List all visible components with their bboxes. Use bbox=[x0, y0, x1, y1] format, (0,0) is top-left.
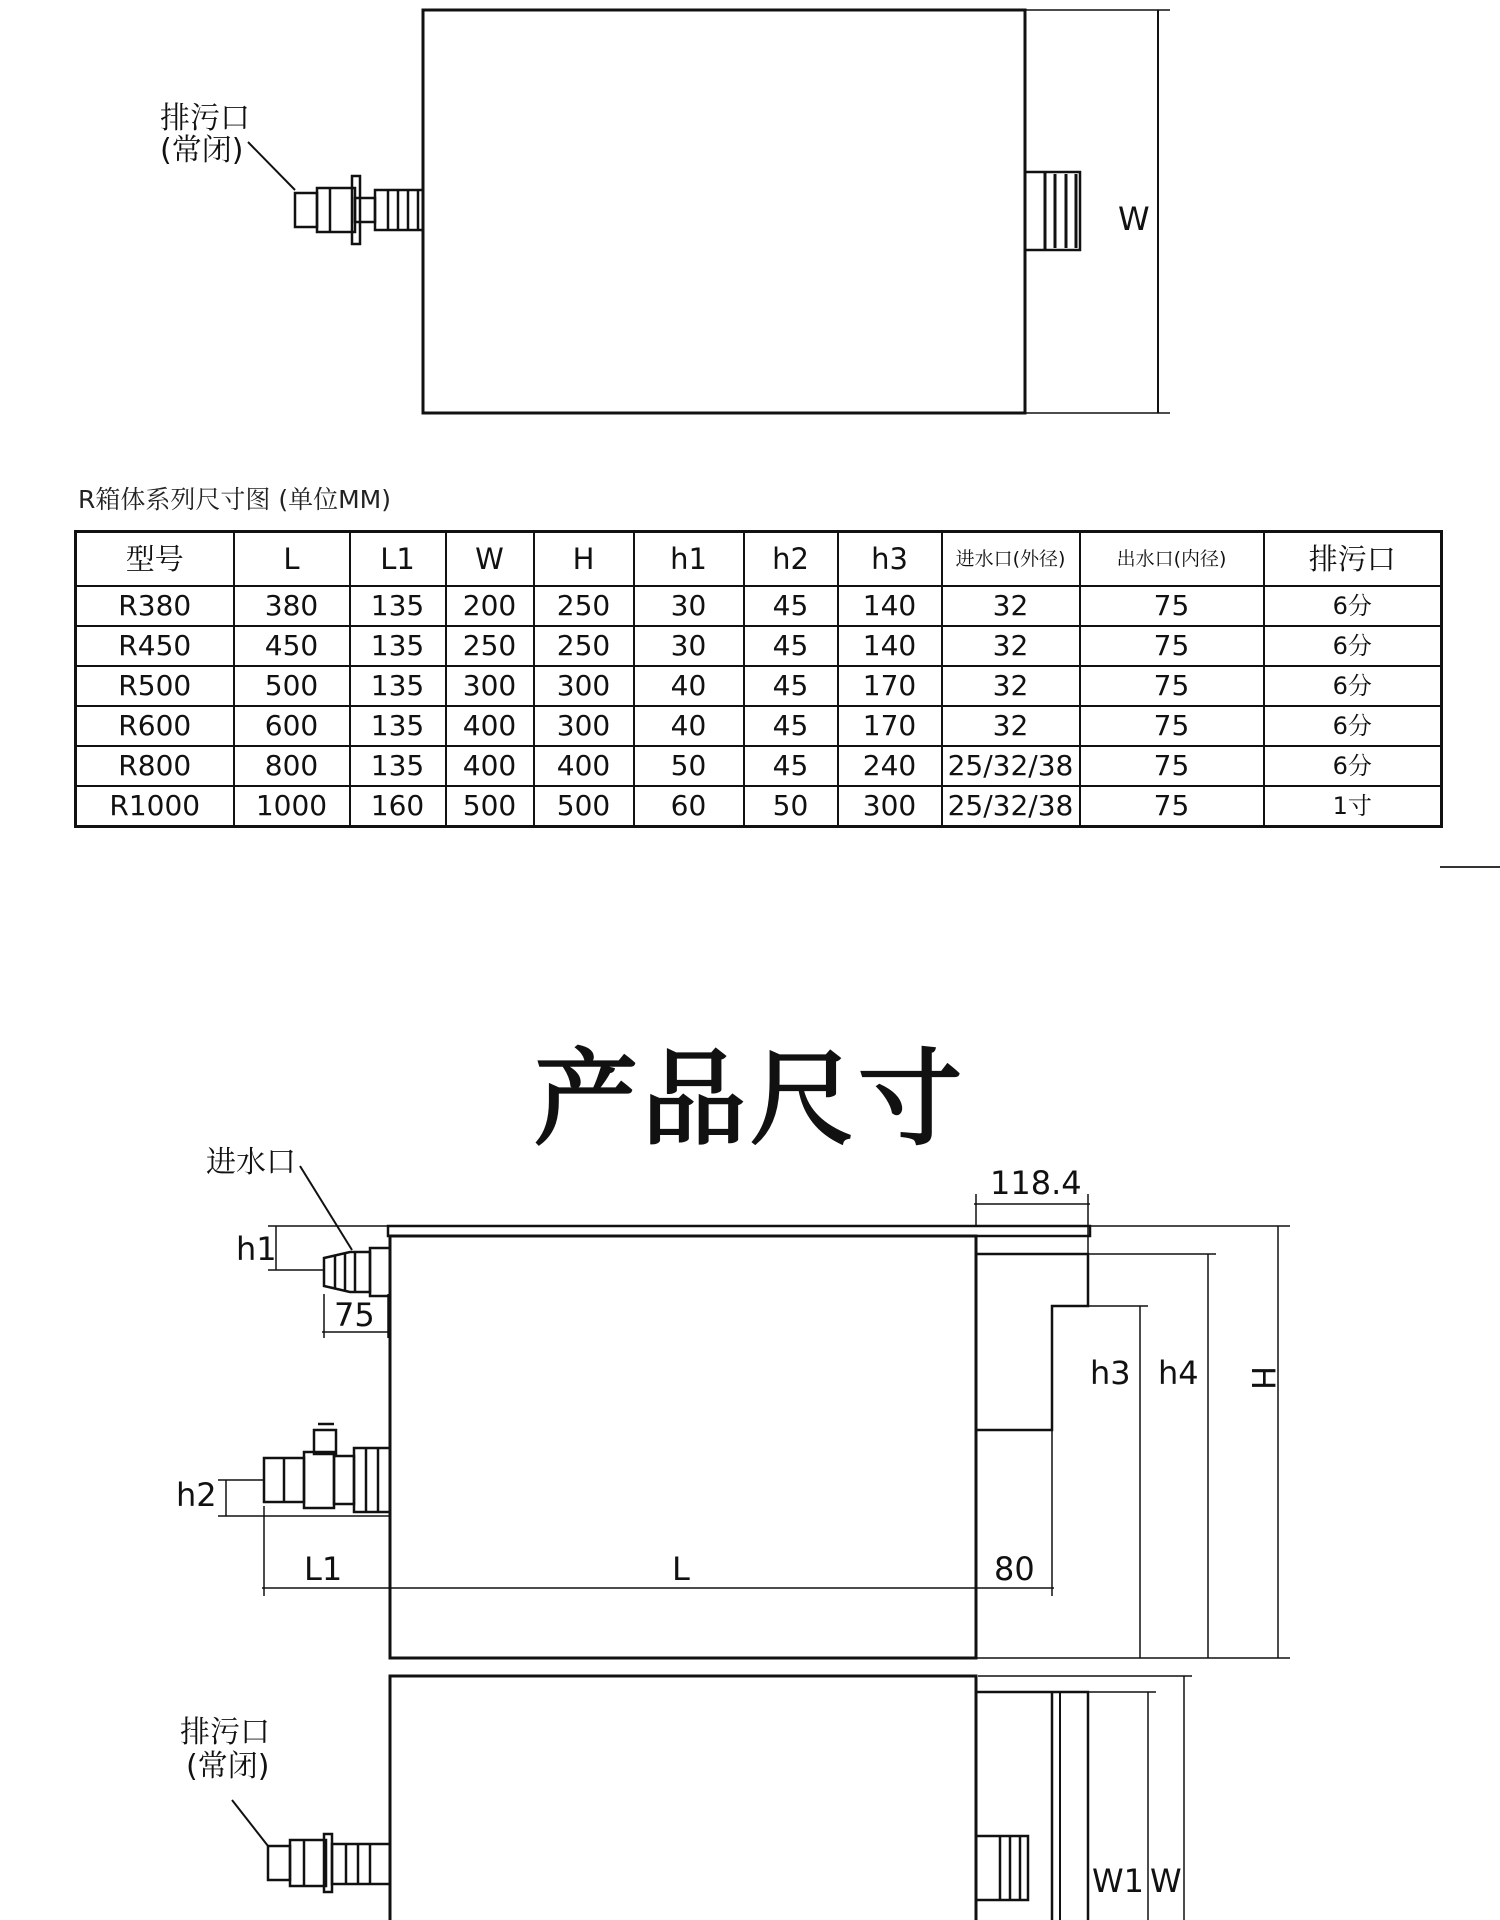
table-cell: 300 bbox=[534, 706, 634, 746]
table-row bbox=[76, 626, 1442, 666]
table-cell: 400 bbox=[446, 706, 534, 746]
table-cell: 135 bbox=[350, 586, 446, 626]
inlet-nozzle-icon bbox=[300, 1166, 390, 1296]
dim-L1-label: L1 bbox=[304, 1550, 343, 1588]
outlet-box bbox=[976, 1254, 1088, 1430]
table-cell: 45 bbox=[744, 706, 838, 746]
table-row bbox=[76, 586, 1442, 626]
table-cell: 500 bbox=[534, 786, 634, 827]
header-outlet: 出水口(内径) bbox=[1080, 532, 1264, 587]
header-L: L bbox=[234, 532, 350, 587]
table-cell: 75 bbox=[1080, 626, 1264, 666]
table-cell: 500 bbox=[234, 666, 350, 706]
table-cell: 45 bbox=[744, 666, 838, 706]
tank-top-outline bbox=[423, 10, 1025, 413]
top-view-drawing bbox=[0, 0, 1500, 440]
table-row bbox=[76, 786, 1442, 827]
table-cell: 450 bbox=[234, 626, 350, 666]
header-h2: h2 bbox=[744, 532, 838, 587]
dim-h1-label: h1 bbox=[236, 1230, 277, 1268]
table-cell: 50 bbox=[744, 786, 838, 827]
table-row bbox=[76, 666, 1442, 706]
table-header-row bbox=[76, 532, 1442, 587]
table-cell: R380 bbox=[76, 586, 234, 626]
table-cell: 380 bbox=[234, 586, 350, 626]
table-cell: 135 bbox=[350, 706, 446, 746]
table-cell: 400 bbox=[534, 746, 634, 786]
spec-table bbox=[74, 530, 1443, 828]
outlet-pipe-icon bbox=[976, 1836, 1028, 1900]
table-cell: 32 bbox=[942, 586, 1080, 626]
table-cell: 800 bbox=[234, 746, 350, 786]
section-title: 产品尺寸 bbox=[533, 1038, 966, 1160]
side-view-drawing bbox=[0, 1140, 1500, 1620]
table-cell: 300 bbox=[838, 786, 942, 827]
outlet-pipe-icon bbox=[1025, 172, 1080, 250]
table-cell: 6分 bbox=[1264, 706, 1442, 746]
table-cell: 140 bbox=[838, 626, 942, 666]
drain-valve-icon bbox=[248, 142, 423, 244]
dim-W1-label: W1 bbox=[1092, 1862, 1144, 1900]
dim-80-label: 80 bbox=[994, 1550, 1035, 1588]
table-cell: 60 bbox=[634, 786, 744, 827]
header-h1: h1 bbox=[634, 532, 744, 587]
table-cell: 25/32/38 bbox=[942, 786, 1080, 827]
table-cell: 250 bbox=[534, 586, 634, 626]
table-cell: 240 bbox=[838, 746, 942, 786]
header-W: W bbox=[446, 532, 534, 587]
inlet-label: 进水口 bbox=[206, 1145, 296, 1180]
dim-W-label: W bbox=[1150, 1862, 1182, 1900]
dim-h4-label: h4 bbox=[1158, 1354, 1199, 1392]
tank-bottom-outline bbox=[390, 1676, 976, 1920]
table-cell: 40 bbox=[634, 706, 744, 746]
table-cell: 75 bbox=[1080, 586, 1264, 626]
table-cell: 6分 bbox=[1264, 626, 1442, 666]
table-cell: 32 bbox=[942, 666, 1080, 706]
drain-valve-icon bbox=[264, 1424, 390, 1512]
dim-H-label: H bbox=[1244, 1366, 1282, 1391]
table-cell: 170 bbox=[838, 706, 942, 746]
table-cell: 75 bbox=[1080, 746, 1264, 786]
table-cell: 32 bbox=[942, 706, 1080, 746]
table-cell: 135 bbox=[350, 626, 446, 666]
dim-118-label: 118.4 bbox=[990, 1164, 1082, 1202]
table-row bbox=[76, 706, 1442, 746]
table-cell: 135 bbox=[350, 666, 446, 706]
dim-h3-label: h3 bbox=[1090, 1354, 1131, 1392]
table-cell: 30 bbox=[634, 626, 744, 666]
drain-label-line2: (常闭) bbox=[186, 1749, 270, 1784]
table-cell: R800 bbox=[76, 746, 234, 786]
table-cell: R600 bbox=[76, 706, 234, 746]
table-cell: 50 bbox=[634, 746, 744, 786]
table-cell: 75 bbox=[1080, 786, 1264, 827]
drain-label-line1: 排污口 bbox=[180, 1715, 270, 1750]
table-cell: 170 bbox=[838, 666, 942, 706]
table-row bbox=[76, 746, 1442, 786]
table-cell: 600 bbox=[234, 706, 350, 746]
table-cell: R450 bbox=[76, 626, 234, 666]
outlet-box bbox=[976, 1692, 1088, 1920]
dim-75-label: 75 bbox=[334, 1296, 375, 1334]
drain-label-line2: (常闭) bbox=[160, 133, 244, 168]
dim-L-label: L bbox=[672, 1550, 690, 1588]
header-model: 型号 bbox=[76, 532, 234, 587]
width-dimension-label: W bbox=[1118, 200, 1150, 238]
table-cell: 300 bbox=[446, 666, 534, 706]
table-cell: 1寸 bbox=[1264, 786, 1442, 827]
header-L1: L1 bbox=[350, 532, 446, 587]
bottom-view-drawing bbox=[0, 1660, 1500, 1920]
table-cell: 250 bbox=[446, 626, 534, 666]
divider-line bbox=[1440, 866, 1500, 868]
header-H: H bbox=[534, 532, 634, 587]
header-drain: 排污口 bbox=[1264, 532, 1442, 587]
table-cell: 300 bbox=[534, 666, 634, 706]
table-cell: 160 bbox=[350, 786, 446, 827]
table-cell: 30 bbox=[634, 586, 744, 626]
table-cell: 75 bbox=[1080, 706, 1264, 746]
drain-valve-icon bbox=[232, 1800, 390, 1892]
table-cell: 200 bbox=[446, 586, 534, 626]
table-cell: 6分 bbox=[1264, 586, 1442, 626]
table-cell: 140 bbox=[838, 586, 942, 626]
table-cell: 1000 bbox=[234, 786, 350, 827]
table-cell: 45 bbox=[744, 586, 838, 626]
tank-body bbox=[390, 1236, 976, 1658]
table-cell: 6分 bbox=[1264, 666, 1442, 706]
dim-h2-label: h2 bbox=[176, 1476, 217, 1514]
table-cell: 400 bbox=[446, 746, 534, 786]
table-cell: 75 bbox=[1080, 666, 1264, 706]
header-inlet: 进水口(外径) bbox=[942, 532, 1080, 587]
table-cell: 500 bbox=[446, 786, 534, 827]
table-caption: R箱体系列尺寸图 (单位MM) bbox=[78, 485, 391, 514]
table-cell: 32 bbox=[942, 626, 1080, 666]
table-cell: R500 bbox=[76, 666, 234, 706]
table-cell: 40 bbox=[634, 666, 744, 706]
table-cell: 25/32/38 bbox=[942, 746, 1080, 786]
table-cell: 45 bbox=[744, 626, 838, 666]
table-cell: 135 bbox=[350, 746, 446, 786]
table-cell: 45 bbox=[744, 746, 838, 786]
header-h3: h3 bbox=[838, 532, 942, 587]
drain-label-line1: 排污口 bbox=[160, 101, 250, 136]
table-cell: 6分 bbox=[1264, 746, 1442, 786]
table-cell: 250 bbox=[534, 626, 634, 666]
table-cell: R1000 bbox=[76, 786, 234, 827]
